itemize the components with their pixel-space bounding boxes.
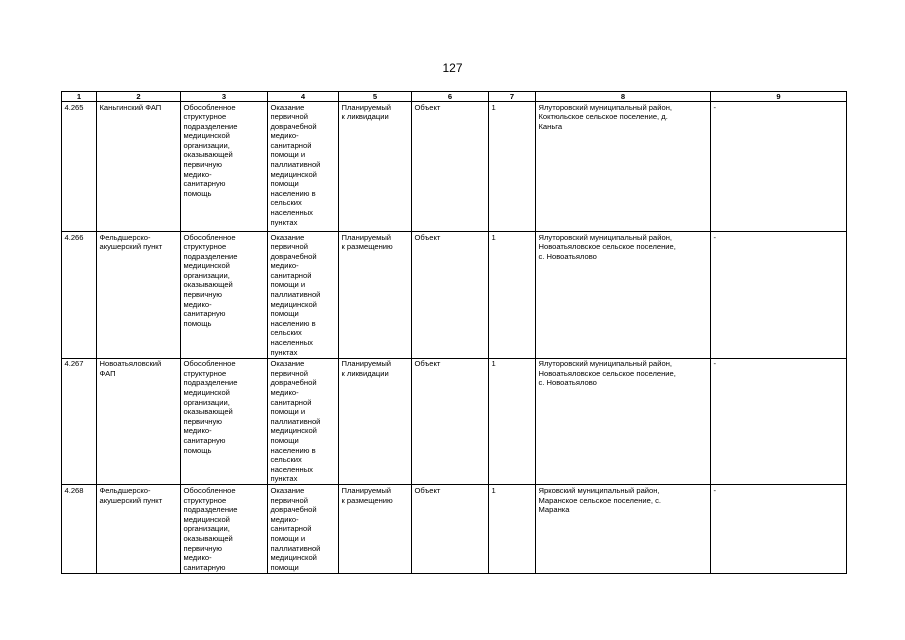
column-header: 9 — [711, 92, 847, 102]
object-name-cell: Фельдшерско- акушерский пункт — [97, 232, 181, 359]
column-header: 4 — [268, 92, 339, 102]
column-header: 3 — [181, 92, 268, 102]
object-name-cell: Каньгинский ФАП — [97, 102, 181, 232]
table-row — [62, 232, 847, 359]
column-header: 1 — [62, 92, 97, 102]
object-purpose-cell: Оказание первичной доврачебной медико- санитарной помощи и паллиативной медицинской помощи населению в сельских населенных пунктах — [268, 232, 339, 359]
table-row — [62, 485, 847, 573]
object-status-cell: Планируемый к ликвидации — [339, 358, 412, 485]
unit-cell: Объект — [412, 485, 489, 573]
zone-cell: - — [711, 358, 847, 485]
zone-cell: - — [711, 232, 847, 359]
table-header-row — [62, 92, 847, 102]
location-cell: Ялуторовский муниципальный район, Новоатьяловское сельское поселение, с. Новоатьялово — [536, 358, 711, 485]
unit-cell: Объект — [412, 358, 489, 485]
object-type-cell: Обособленное структурное подразделение медицинской организации, оказывающей первичную медико- санитарную помощь — [181, 102, 268, 232]
object-name-cell: Новоатьяловский ФАП — [97, 358, 181, 485]
table-row — [62, 102, 847, 232]
object-status-cell: Планируемый к размещению — [339, 232, 412, 359]
object-type-cell: Обособленное структурное подразделение медицинской организации, оказывающей первичную медико- санитарную — [181, 485, 268, 573]
object-status-cell: Планируемый к размещению — [339, 485, 412, 573]
quantity-cell: 1 — [489, 102, 536, 232]
table-row — [62, 358, 847, 485]
column-header: 6 — [412, 92, 489, 102]
column-header: 5 — [339, 92, 412, 102]
object-type-cell: Обособленное структурное подразделение медицинской организации, оказывающей первичную медико- санитарную помощь — [181, 358, 268, 485]
zone-cell: - — [711, 102, 847, 232]
unit-cell: Объект — [412, 232, 489, 359]
column-header: 8 — [536, 92, 711, 102]
object-type-cell: Обособленное структурное подразделение медицинской организации, оказывающей первичную медико- санитарную помощь — [181, 232, 268, 359]
object-purpose-cell: Оказание первичной доврачебной медико- санитарной помощи и паллиативной медицинской помощи населению в сельских населенных пунктах — [268, 102, 339, 232]
location-cell: Ялуторовский муниципальный район, Коктюльское сельское поселение, д. Каньга — [536, 102, 711, 232]
object-name-cell: Фельдшерско- акушерский пункт — [97, 485, 181, 573]
row-number-cell: 4.268 — [62, 485, 97, 573]
object-purpose-cell: Оказание первичной доврачебной медико- санитарной помощи и паллиативной медицинской помощи — [268, 485, 339, 573]
row-number-cell: 4.267 — [62, 358, 97, 485]
object-status-cell: Планируемый к ликвидации — [339, 102, 412, 232]
object-purpose-cell: Оказание первичной доврачебной медико- санитарной помощи и паллиативной медицинской помощи населению в сельских населенных пунктах — [268, 358, 339, 485]
page-number: 127 — [442, 61, 463, 75]
objects-table — [61, 91, 847, 574]
quantity-cell: 1 — [489, 485, 536, 573]
location-cell: Ярковский муниципальный район, Маранское сельское поселение, с. Маранка — [536, 485, 711, 573]
column-header: 2 — [97, 92, 181, 102]
location-cell: Ялуторовский муниципальный район, Новоатьяловское сельское поселение, с. Новоатьялово — [536, 232, 711, 359]
column-header: 7 — [489, 92, 536, 102]
zone-cell: - — [711, 485, 847, 573]
quantity-cell: 1 — [489, 358, 536, 485]
row-number-cell: 4.266 — [62, 232, 97, 359]
unit-cell: Объект — [412, 102, 489, 232]
quantity-cell: 1 — [489, 232, 536, 359]
row-number-cell: 4.265 — [62, 102, 97, 232]
